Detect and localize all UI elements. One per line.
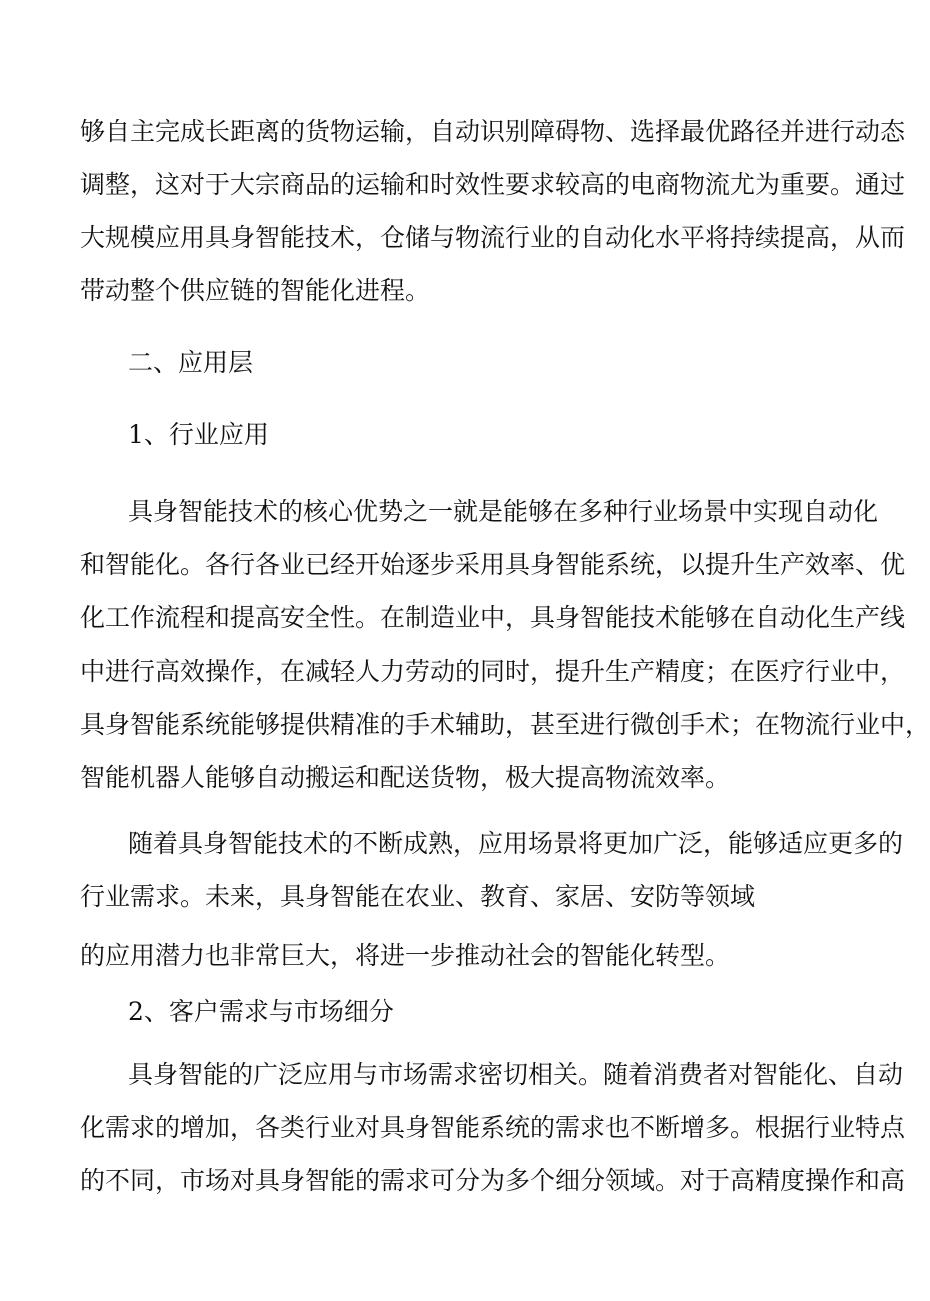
paragraph-line: 智能机器人能够自动搬运和配送货物，极大提高物流效率。 <box>80 763 731 792</box>
subsection-heading: 1、行业应用 <box>128 420 269 449</box>
paragraph-line: 大规模应用具身智能技术，仓储与物流行业的自动化水平将持续提高，从而 <box>80 223 906 252</box>
paragraph-line: 化需求的增加，各类行业对具身智能系统的需求也不断增多。根据行业特点 <box>80 1113 906 1142</box>
section-heading: 二、应用层 <box>128 348 254 377</box>
paragraph-line: 具身智能技术的核心优势之一就是能够在多种行业场景中实现自动化 <box>128 497 879 526</box>
paragraph-line: 中进行高效操作，在减轻人力劳动的同时，提升生产精度；在医疗行业中， <box>80 657 906 686</box>
paragraph-line: 和智能化。各行各业已经开始逐步采用具身智能系统，以提升生产效率、优 <box>80 550 906 579</box>
paragraph-line: 行业需求。未来，具身智能在农业、教育、家居、安防等领域 <box>80 882 756 911</box>
paragraph-line: 具身智能的广泛应用与市场需求密切相关。随着消费者对智能化、自动 <box>128 1060 904 1089</box>
paragraph-line: 调整，这对于大宗商品的运输和时效性要求较高的电商物流尤为重要。通过 <box>80 170 906 199</box>
paragraph-line: 带动整个供应链的智能化进程。 <box>80 276 431 305</box>
paragraph-line: 化工作流程和提高安全性。在制造业中，具身智能技术能够在自动化生产线 <box>80 603 906 632</box>
paragraph-line: 具身智能系统能够提供精准的手术辅助，甚至进行微创手术；在物流行业中， <box>80 710 930 739</box>
paragraph-line: 的应用潜力也非常巨大，将进一步推动社会的智能化转型。 <box>80 941 731 970</box>
subsection-heading: 2、客户需求与市场细分 <box>128 997 394 1026</box>
paragraph-line: 的不同，市场对具身智能的需求可分为多个细分领域。对于高精度操作和高 <box>80 1166 906 1195</box>
paragraph-line: 随着具身智能技术的不断成熟，应用场景将更加广泛，能够适应更多的 <box>128 829 904 858</box>
paragraph-line: 够自主完成长距离的货物运输，自动识别障碍物、选择最优路径并进行动态 <box>80 117 906 146</box>
